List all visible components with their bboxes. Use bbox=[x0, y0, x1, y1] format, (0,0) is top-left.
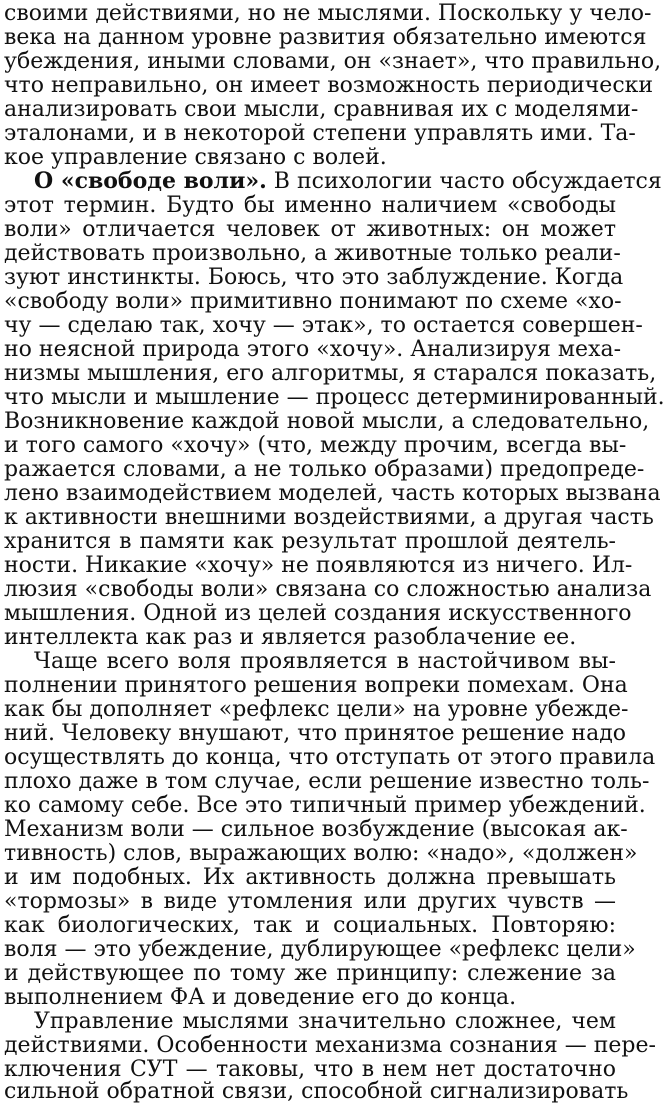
text-line: хранится в памяти как результат прошлой деятель- bbox=[4, 529, 616, 554]
text-line: действовать произвольно, а животные только реали- bbox=[4, 241, 621, 266]
text-line: и действующее по тому же принципу: слежение за bbox=[4, 961, 616, 986]
text-line: века на данном уровне развития обязательно имеются bbox=[4, 25, 647, 50]
text-line: низмы мышления, его алгоритмы, я старался показать, bbox=[4, 361, 657, 386]
text-line bbox=[34, 168, 662, 195]
text-line: этот термин. Будто бы именно наличием «свободы bbox=[4, 193, 616, 218]
text-line: ности. Никакие «хочу» не появляются из ничего. Ил- bbox=[4, 553, 633, 578]
text-line: зуют инстинкты. Боюсь, что это заблуждение. Когда bbox=[4, 265, 624, 290]
text-line: и им подобных. Их активность должна превышать bbox=[4, 865, 616, 890]
text-line: «свободу воли» примитивно понимают по схеме «хо- bbox=[4, 289, 622, 314]
text-line: к активности внешними воздействиями, а другая часть bbox=[4, 505, 654, 530]
text-line: сильной обратной связи, способной сигнализировать bbox=[4, 1079, 629, 1104]
text-line: мышления. Одной из целей создания искусственного bbox=[4, 601, 632, 626]
text-line: кое управление связано с волей. bbox=[4, 145, 387, 170]
text-line: интеллекта как раз и является разоблачение ее. bbox=[4, 625, 577, 650]
text-line: «тормозы» в виде утомления или других чувств — bbox=[4, 889, 616, 914]
text-line: ражается словами, а не только образами) предопреде- bbox=[4, 457, 645, 482]
text-line: тивность) слов, выражающих волю: «надо», «должен» bbox=[4, 841, 638, 866]
section-heading: О «свободе воли». bbox=[34, 168, 267, 194]
text-line: лено взаимодействием моделей, часть которых вызвана bbox=[4, 481, 661, 506]
text-line: как биологических, так и социальных. Повторяю: bbox=[4, 913, 616, 938]
text-line: что неправильно, он имеет возможность периодически bbox=[4, 73, 654, 98]
text-line: как бы дополняет «рефлекс цели» на уровне убежде- bbox=[4, 697, 629, 722]
text-line: действиями. Особенности механизма сознания — пере- bbox=[4, 1033, 656, 1058]
text-line: Чаще всего воля проявляется в настойчивом вы- bbox=[34, 649, 616, 674]
text-line: ко самому себе. Все это типичный пример убеждений. bbox=[4, 793, 646, 818]
text-line: чу — сделаю так, хочу — этак», то остается совершен- bbox=[4, 313, 643, 338]
text-line: ключения СУТ — таковы, что в нем нет достаточно bbox=[4, 1057, 616, 1082]
text-line: но неясной природа этого «хочу». Анализируя меха- bbox=[4, 337, 622, 362]
text-line: выполнением ФА и доведение его до конца. bbox=[4, 985, 517, 1010]
text-line: люзия «свободы воли» связана со сложностью анализа bbox=[4, 577, 652, 602]
text-line: полнении принятого решения вопреки помехам. Она bbox=[4, 673, 628, 698]
text-line: воли» отличается человек от животных: он может bbox=[4, 217, 616, 242]
text-line: своими действиями, но не мыслями. Поскольку у чело- bbox=[4, 1, 652, 26]
text-line: Механизм воли — сильное возбуждение (высокая ак- bbox=[4, 817, 628, 842]
text-line: Управление мыслями значительно сложнее, чем bbox=[34, 1009, 616, 1034]
text-line: ний. Человеку внушают, что принятое решение надо bbox=[4, 721, 627, 746]
text-line: анализировать свои мысли, сравнивая их с моделями- bbox=[4, 97, 639, 122]
text-line: воля — это убеждение, дублирующее «рефлекс цели» bbox=[4, 937, 636, 962]
text-line: осуществлять до конца, что отступать от этого правила bbox=[4, 745, 656, 770]
text-line: убеждения, иными словами, он «знает», что правильно, bbox=[4, 49, 662, 74]
text-line: что мысли и мышление — процесс детерминированный. bbox=[4, 385, 665, 410]
text-line: Возникновение каждой новой мысли, а следовательно, bbox=[4, 409, 650, 434]
text-line: плохо даже в том случае, если решение известно толь- bbox=[4, 769, 650, 794]
text-line: эталонами, и в некоторой степени управлять ими. Та- bbox=[4, 121, 636, 146]
text-line-remainder: В психологии часто обсуждается bbox=[273, 169, 662, 194]
text-line: и того самого «хочу» (что, между прочим, всегда вы- bbox=[4, 433, 627, 458]
